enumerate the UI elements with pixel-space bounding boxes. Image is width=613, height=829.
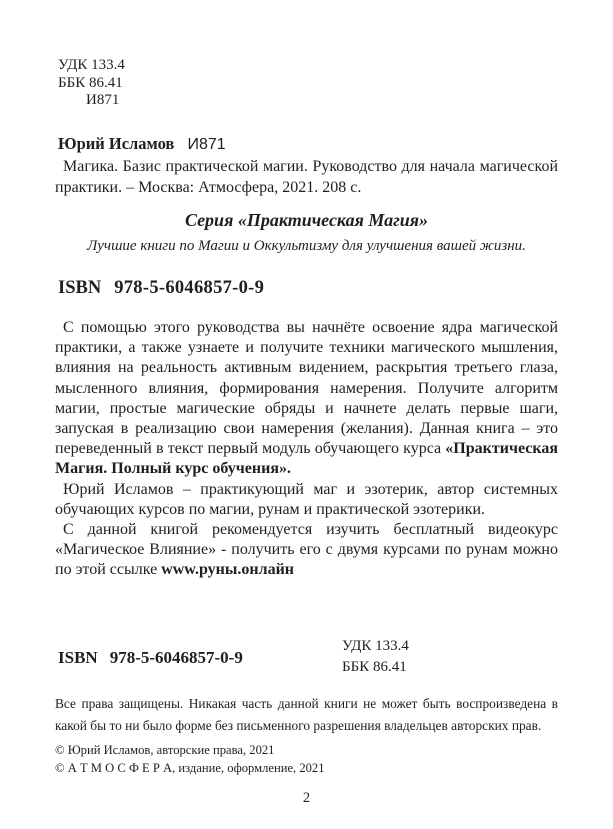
page-number: 2: [302, 790, 311, 806]
annotation-paragraph-3-text: С данной книгой рекомендуется изучить бесплатный видеокурс «Магическое Влияние» - получить его с двумя курсами по рунам можно по этой ссылке: [55, 521, 558, 579]
course-title-bold: «Практическая Магия. Полный курс обучения».: [55, 440, 558, 478]
author-sign-code-top: И871: [86, 92, 120, 108]
author-name: Юрий Исламов: [58, 134, 175, 153]
annotation-paragraph-1: [55, 318, 558, 480]
copyright-lines: [55, 742, 325, 777]
copyright-author: © Юрий Исламов, авторские права, 2021: [55, 743, 275, 757]
annotation-paragraph-3: [55, 520, 558, 581]
bbk-code-top: ББК 86.41: [58, 74, 123, 91]
isbn-bottom-value: 978-5-6046857-0-9: [109, 648, 243, 667]
udk-code-bottom: УДК 133.4: [342, 638, 409, 654]
udk-code-top: УДК 133.4: [58, 57, 125, 73]
isbn-bottom: [58, 648, 243, 668]
annotation-paragraph-1-text: С помощью этого руководства вы начнёте освоение ядра магической практики, а также узнаете и получите техники магического мышления, влияния на реальность активным видением, раскрытия третьего глаза, мысленного влияния, формирования намерения. Получите алгоритм магии, простые магические обряды и начнете делать первые шаги, запуская в реализацию свои намерения (желания). Данная книга – это переведенный в текст первый модуль обучающего курса: [55, 319, 558, 458]
series-subtitle: Лучшие книги по Магии и Оккультизму для улучшения вашей жизни.: [87, 238, 526, 254]
annotation-block: [55, 318, 558, 581]
isbn-label: ISBN: [58, 278, 102, 298]
isbn-heading: [58, 278, 264, 299]
bottom-codes-row: [55, 636, 558, 688]
series-title: Серия «Практическая Магия»: [184, 210, 429, 230]
classification-codes-bottom: [342, 636, 409, 678]
annotation-paragraph-2: Юрий Исламов – практикующий маг и эзотерик, автор системных обучающих курсов по магии, рунам и практической эзотерики.: [55, 480, 558, 518]
author-code: И871: [187, 136, 226, 153]
site-url-bold: www.руны.онлайн: [161, 561, 294, 579]
author-line: [58, 134, 226, 154]
bbk-code-bottom: ББК 86.41: [342, 659, 407, 675]
bibliographic-record: Магика. Базис практической магии. Руководство для начала магической практики. – Москва: Атмосфера, 2021. 208 с.: [55, 158, 558, 196]
isbn-bottom-label: ISBN: [58, 648, 98, 667]
rights-notice: Все права защищены. Никакая часть данной книги не может быть воспроизведена в какой бы то ни было форме без письменного разрешения владельцев авторских прав.: [55, 696, 558, 733]
isbn-value: 978-5-6046857-0-9: [114, 278, 265, 298]
copyright-publisher: © А Т М О С Ф Е Р А, издание, оформление, 2021: [55, 760, 325, 775]
classification-codes-top: [58, 57, 125, 110]
